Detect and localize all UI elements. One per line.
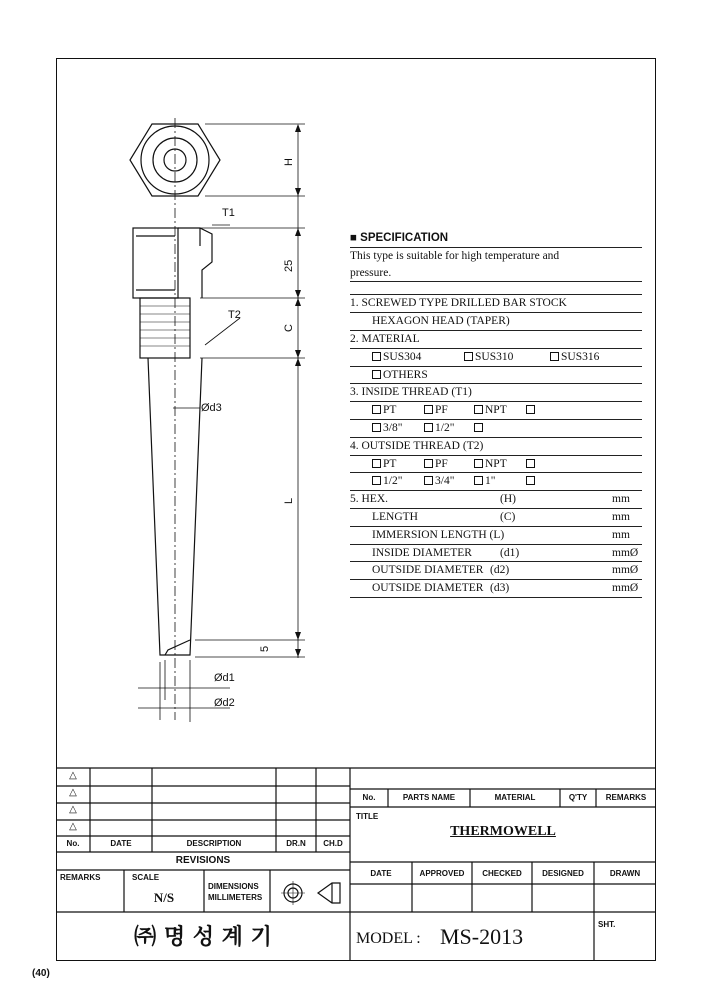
spec-item1: 1. SCREWED TYPE DRILLED BAR STOCK [350, 297, 567, 310]
rev-col-chd: CH.D [323, 839, 343, 848]
spec-item4: 4. OUTSIDE THREAD (T2) [350, 439, 484, 452]
remarks-label: REMARKS [60, 873, 101, 882]
rev-col-no: No. [66, 839, 80, 848]
specification-panel: ■ SPECIFICATION This type is suitable for high temperature and pressure. 1. SCREWED TYPE DRILLED BAR STOCK HEXAGON HEAD (TAPER) 2. MATERIAL SUS304 SUS310 SUS316 OTHERS 3. INSIDE THREAD (T1) PT PF NPT 3/8" 1/2" 4. OUTSIDE THREAD (T2) PT PF NPT 1/2" 3/4" 1" 5. HEX. (H) mm LENGTH (C) mm IMMERSION LENGTH (L) mm INSIDE DIAMETER (d1) mmØ OUTSIDE DIAMETER (d2) mmØ OUTSIDE DIAMETER (d3) mmØ [350, 230, 642, 598]
scale-value: N/S [153, 890, 175, 905]
rev-triangle-3: △ [69, 804, 77, 815]
sheet-label: SHT. [598, 920, 616, 929]
dim-d1: Ød1 [214, 672, 235, 684]
tb-drawn: DRAWN [609, 869, 641, 878]
tb-checked: CHECKED [482, 869, 522, 878]
parts-col-material: MATERIAL [494, 793, 536, 802]
dim-label-1: DIMENSIONS [208, 882, 259, 891]
dim-d3: Ød3 [201, 402, 222, 414]
scale-label: SCALE [132, 873, 160, 882]
length-label: LENGTH [372, 510, 418, 523]
rev-triangle-1: △ [69, 770, 77, 781]
outside-diameter-d2-label: OUTSIDE DIAMETER [372, 564, 484, 577]
spec-item2: 2. MATERIAL [350, 332, 420, 345]
tb-approved: APPROVED [419, 869, 465, 878]
dim-label-2: MILLIMETERS [208, 893, 263, 902]
revisions-title: REVISIONS [175, 855, 231, 866]
immersion-label: IMMERSION LENGTH (L) [372, 528, 505, 541]
rev-col-date: DATE [110, 839, 132, 848]
model-value: MS-2013 [440, 924, 524, 949]
spec-item1-sub: HEXAGON HEAD (TAPER) [372, 315, 510, 328]
dim-h: H [283, 158, 295, 166]
parts-col-remarks: REMARKS [605, 793, 647, 802]
company-name: ㈜ 명 성 계 기 [134, 925, 272, 950]
dim-5: 5 [259, 645, 271, 652]
spec-intro-2: pressure. [350, 266, 392, 279]
model-label: MODEL : [356, 930, 421, 947]
dim-t2: T2 [228, 309, 241, 321]
hex-label: 5. HEX. [350, 493, 389, 506]
spec-title: SPECIFICATION [360, 232, 449, 244]
rev-col-desc: DESCRIPTION [186, 839, 242, 848]
spec-item3: 3. INSIDE THREAD (T1) [350, 386, 472, 399]
dim-25: 25 [283, 259, 295, 272]
inside-diameter-label: INSIDE DIAMETER [372, 546, 472, 559]
title-label: TITLE [356, 812, 379, 821]
tb-designed: DESIGNED [542, 869, 584, 878]
dim-t1: T1 [222, 207, 235, 219]
outside-diameter-d3-label: OUTSIDE DIAMETER [372, 582, 484, 595]
rev-triangle-4: △ [69, 821, 77, 832]
parts-col-no: No. [362, 793, 376, 802]
rev-triangle-2: △ [69, 787, 77, 798]
parts-col-name: PARTS NAME [402, 793, 456, 802]
spec-title-row: ■ SPECIFICATION [350, 230, 642, 248]
drawing-title: THERMOWELL [450, 824, 556, 839]
dim-l: L [283, 497, 295, 504]
dim-c: C [283, 324, 295, 332]
page-number: (40) [32, 968, 50, 979]
parts-col-qty: Q'TY [568, 793, 588, 802]
spec-intro-1: This type is suitable for high temperature and [350, 249, 560, 262]
dim-d2: Ød2 [214, 697, 235, 709]
rev-col-drn: DR.N [286, 839, 306, 848]
tb-date: DATE [370, 869, 392, 878]
